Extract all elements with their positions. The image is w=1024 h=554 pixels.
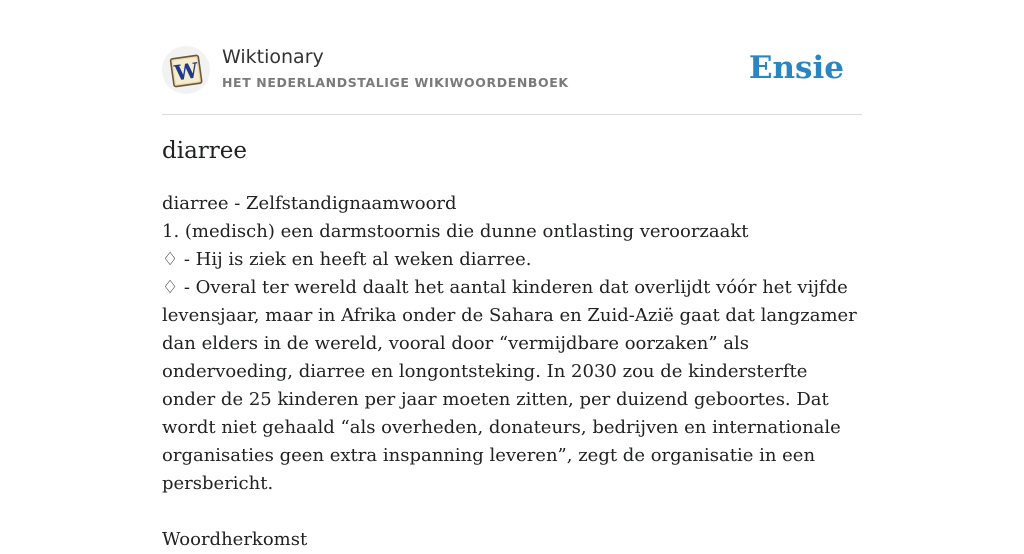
- logo-letter: W: [172, 57, 200, 86]
- entry-body: [162, 190, 862, 554]
- site-name[interactable]: Wiktionary: [222, 46, 324, 68]
- entry-line-pos: diarree - Zelfstandignaamwoord: [162, 193, 457, 214]
- header: [162, 0, 862, 115]
- entry-line-example-1: ♢ - Hij is ziek en heeft al weken diarree.: [162, 249, 532, 270]
- entry-line-definition: 1. (medisch) een darmstoornis die dunne ontlasting veroorzaakt: [162, 221, 749, 242]
- site-tagline: HET NEDERLANDSTALIGE WIKIWOORDENBOEK: [222, 75, 569, 90]
- wiktionary-logo-icon[interactable]: [162, 46, 210, 94]
- entry-line-example-2: ♢ - Overal ter wereld daalt het aantal kinderen dat overlijdt vóór het vijfde levensjaar, maar in Afrika onder de Sahara en Zuid-Azië gaat dat langzamer dan elders in de wereld, vooral door “vermijdbare oorzaken” als ondervoeding, diarree en longontsteking. In 2030 zou de kindersterfte onder de 25 kinderen per jaar moeten zitten, per duizend geboortes. Dat wordt niet gehaald “als overheden, donateurs, bedrijven en internationale organisaties geen extra inspanning leveren”, zegt de organisatie in een persbericht.: [162, 277, 857, 494]
- entry-title: diarree: [162, 138, 248, 164]
- page: [162, 0, 862, 550]
- ensie-brand-link[interactable]: Ensie: [748, 50, 844, 86]
- section-heading-etymology: Woordherkomst: [162, 529, 308, 550]
